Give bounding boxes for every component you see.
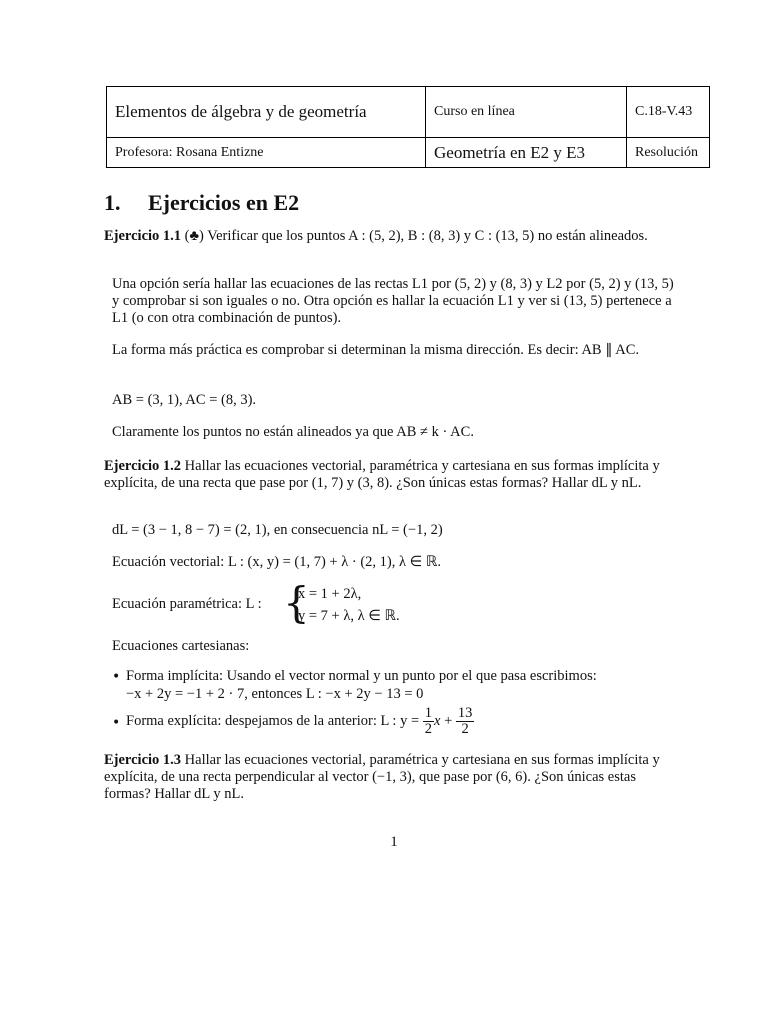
ex11-paragraph-2: La forma más práctica es comprobar si determinan la misma dirección. Es decir: AB ∥ AC. (112, 342, 640, 358)
exercise-text: Hallar las ecuaciones vectorial, paramétrica y cartesiana en sus formas implícita y explícita, de una recta perpendicular al vector (−1, 3), que pase por (6, 6). ¿Son únicas estas formas? Hallar dL y nL. (104, 752, 660, 802)
section-title: Ejercicios en E2 (148, 190, 300, 215)
fraction-one-half: $\frac{1}{2}$ (424, 705, 432, 737)
cartesian-heading: Ecuaciones cartesianas: (112, 638, 250, 654)
fraction-thirteen-half: $\frac{13}{2}$ (457, 705, 473, 737)
implicit-form-line-1: Forma implícita: Usando el vector normal y un punto por el que pasa escribimos: (126, 668, 597, 684)
parametric-label: Ecuación paramétrica: L : (112, 596, 262, 612)
parametric-line-1: x = 1 + 2λ, (298, 586, 362, 602)
ex11-paragraph-4: Claramente los puntos no están alineados ya que AB ≠ k · AC. (112, 424, 474, 440)
course-code: C.18-V.43 (627, 87, 710, 138)
exercise-label: Ejercicio 1.2 (104, 458, 182, 474)
topic: Geometría en E2 y E3 (426, 138, 627, 168)
page-number: 1 (390, 834, 398, 850)
parametric-line-2: y = 7 + λ, λ ∈ ℝ. (298, 608, 400, 624)
header-table (106, 86, 710, 168)
exercise-1-1-statement: Ejercicio 1.1 (♣) Verificar que los puntos A : (5, 2), B : (8, 3) y C : (13, 5) no están alineados. (104, 228, 648, 244)
explicit-text: Forma explícita: despejamos de la anterior: L : y = (126, 712, 420, 729)
explicit-form: Forma explícita: despejamos de la anterior: L : y = $\frac{1}{2}$ x + $\frac{13}{2}$ (126, 705, 473, 737)
bullet-icon: • (112, 669, 121, 685)
section-number: 1. (104, 190, 121, 215)
exercise-text: Verificar que los puntos A : (5, 2), B : (8, 3) y C : (13, 5) no están alineados. (207, 228, 648, 244)
professor: Profesora: Rosana Entizne (107, 138, 426, 168)
club-icon: ♣ (189, 228, 200, 244)
implicit-form-line-2: −x + 2y = −1 + 2 · 7, entonces L : −x + 2y − 13 = 0 (126, 686, 424, 702)
ex11-paragraph-3: AB = (3, 1), AC = (8, 3). (112, 392, 257, 408)
ex11-paragraph-1: Una opción sería hallar las ecuaciones de las rectas L1 por (5, 2) y (8, 3) y L2 por (5, 2) y (13, 5) y comprobar si son iguales o no. Otra opción es hallar la ecuación L1 y ver si (13, 5) pertenece a L1 (o con otra combinación de puntos). (112, 276, 674, 326)
course-mode: Curso en línea (426, 87, 627, 138)
exercise-text: Hallar las ecuaciones vectorial, paramétrica y cartesiana en sus formas implícita y explícita, de una recta que pase por (1, 7) y (3, 8). ¿Son únicas estas formas? Hallar dL y nL. (104, 458, 660, 491)
exercise-label: Ejercicio 1.1 (104, 228, 182, 244)
exercise-1-3-statement (104, 752, 684, 803)
bullet-icon: • (112, 715, 121, 731)
course-title: Elementos de álgebra y de geometría (107, 87, 426, 138)
document-type: Resolución (627, 138, 710, 168)
exercise-1-2-statement (104, 458, 684, 492)
section-heading (104, 190, 299, 216)
vectorial-equation: Ecuación vectorial: L : (x, y) = (1, 7) + λ · (2, 1), λ ∈ ℝ. (112, 554, 441, 570)
exercise-label: Ejercicio 1.3 (104, 752, 182, 768)
brace-symbol: { (283, 578, 310, 627)
direction-vector: dL = (3 − 1, 8 − 7) = (2, 1), en consecuencia nL = (−1, 2) (112, 522, 443, 538)
